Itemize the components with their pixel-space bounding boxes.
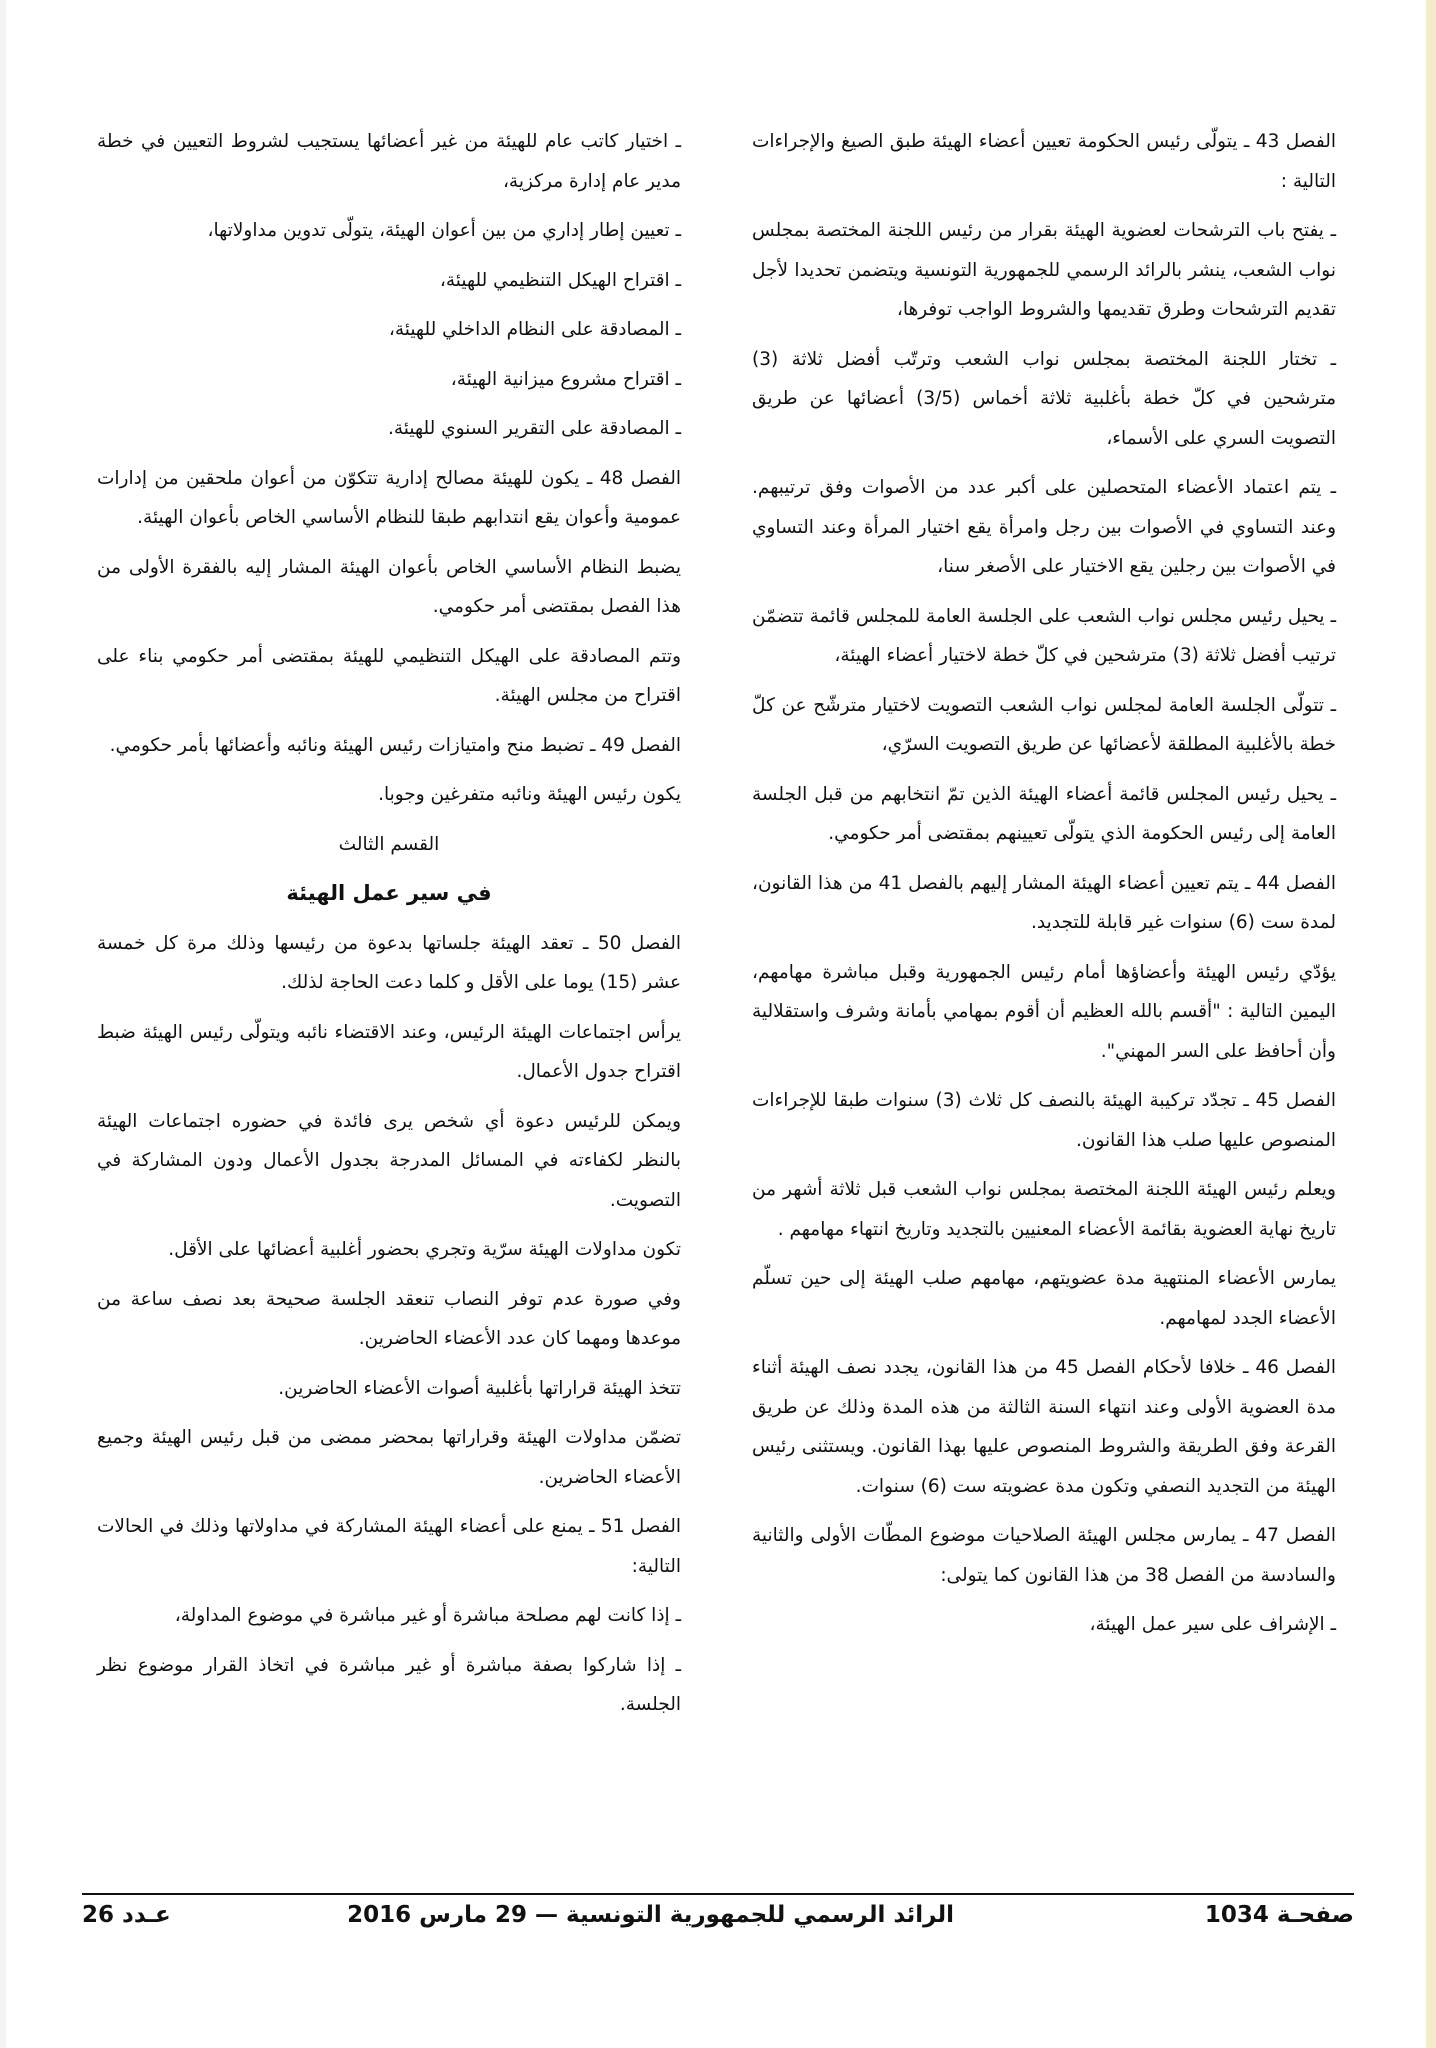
paragraph: ـ اختيار كاتب عام للهيئة من غير أعضائها يستجيب لشروط التعيين في خطة مدير عام إدارة مركزية، (97, 131, 681, 192)
paragraph: ـ المصادقة على التقرير السنوي للهيئة. (388, 418, 681, 439)
paragraph: الفصل 48 ـ يكون للهيئة مصالح إدارية تتكوّن من أعوان ملحقين من إدارات عمومية وأعوان يقع انتدابهم طبقا للنظام الأساسي الخاص بأعوان الهيئة. (97, 467, 681, 528)
paragraph: وتتم المصادقة على الهيكل التنظيمي للهيئة بمقتضى أمر حكومي بناء على اقتراح من مجلس الهيئة. (97, 645, 681, 706)
paragraph: ـ إذا شاركوا بصفة مباشرة أو غير مباشرة في اتخاذ القرار موضوع نظر الجلسة. (97, 1654, 681, 1715)
paragraph: ـ المصادقة على النظام الداخلي للهيئة، (388, 319, 681, 340)
paragraph: وفي صورة عدم توفر النصاب تنعقد الجلسة صحيحة بعد نصف ساعة من موعدها ومهما كان عدد الأعضاء الحاضرين. (97, 1288, 681, 1349)
paragraph: يؤدّي رئيس الهيئة وأعضاؤها أمام رئيس الجمهورية وقبل مباشرة مهامهم، اليمين التالية : "أقسم بالله العظيم أن أقوم بمهامي بأمانة وشرف واستقلالية وأن أحافظ على السر المهني". (752, 961, 1336, 1062)
page-footer (82, 1902, 1354, 1946)
paragraph: الفصل 49 ـ تضبط منح وامتيازات رئيس الهيئة ونائبه وأعضائها بأمر حكومي. (109, 734, 681, 756)
paragraph: ـ تختار اللجنة المختصة بمجلس نواب الشعب وترتّب أفضل ثلاثة (3) مترشحين في كلّ خطة بأغلبية ثلاثة أخماس (3/5) أعضائها عن طريق التصويت السري على الأسماء، (752, 348, 1337, 449)
paragraph: تضمّن مداولات الهيئة وقراراتها بمحضر ممضى من قبل رئيس الهيئة وجميع الأعضاء الحاضرين. (97, 1427, 681, 1488)
footer-rule (82, 1893, 1354, 1895)
issue-number: عـدد 26 (82, 1902, 171, 1928)
paragraph: ـ يحيل رئيس المجلس قائمة أعضاء الهيئة الذين تمّ انتخابهم من قبل الجلسة العامة إلى رئيس الحكومة الذي يتولّى تعيينهم بمقتضى أمر حكومي. (752, 783, 1336, 844)
paragraph: يمارس الأعضاء المنتهية مدة عضويتهم، مهامهم صلب الهيئة إلى حين تسلّم الأعضاء الجدد لمهامهم. (752, 1268, 1336, 1329)
paragraph: يضبط النظام الأساسي الخاص بأعوان الهيئة المشار إليه بالفقرة الأولى من هذا الفصل بمقتضى أمر حكومي. (97, 556, 681, 617)
paragraph: ويعلم رئيس الهيئة اللجنة المختصة بمجلس نواب الشعب قبل ثلاثة أشهر من تاريخ نهاية العضوية بقائمة الأعضاء المعنيين بالتجديد وتاريخ انتهاء مهامهم . (752, 1179, 1336, 1240)
page-number: صفحـة 1034 (1204, 1902, 1354, 1928)
scan-edge-right (1426, 0, 1436, 2048)
paragraph: الفصل 46 ـ خلافا لأحكام الفصل 45 من هذا القانون، يجدد نصف الهيئة أثناء مدة العضوية الأولى وعند انتهاء السنة الثالثة من هذه المدة وذلك عن طريق القرعة وفق الطريقة والشروط المنصوص عليها بهذا القانون. ويستثنى رئيس الهيئة من التجديد النصفي وتكون مدة عضويته ست (6) سنوات. (752, 1357, 1336, 1497)
paragraph: ـ تعيين إطار إداري من بين أعوان الهيئة، يتولّى تدوين مداولاتها، (207, 220, 681, 241)
paragraph: ـ إذا كانت لهم مصلحة مباشرة أو غير مباشرة في موضوع المداولة، (174, 1605, 681, 1626)
paragraph: ويمكن للرئيس دعوة أي شخص يرى فائدة في حضوره اجتماعات الهيئة بالنظر لكفاءته في المسائل المدرجة بجدول الأعمال ودون المشاركة في التصويت. (97, 1110, 681, 1211)
paragraph: ـ اقتراح الهيكل التنظيمي للهيئة، (439, 269, 681, 291)
paragraph: تتخذ الهيئة قراراتها بأغلبية أصوات الأعضاء الحاضرين. (278, 1377, 681, 1399)
section-title: في سير عمل الهيئة (286, 881, 492, 905)
paragraph: ـ تتولّى الجلسة العامة لمجلس نواب الشعب التصويت لاختيار مترشّح عن كلّ خطة بالأغلبية المطلقة لأعضائها عن طريق التصويت السرّي، (752, 694, 1336, 755)
paragraph: الفصل 51 ـ يمنع على أعضاء الهيئة المشاركة في مداولاتها وذلك في الحالات التالية: (97, 1516, 681, 1577)
paragraph: ـ يتم اعتماد الأعضاء المتحصلين على أكبر عدد من الأصوات وفق ترتيبهم. وعند التساوي في الأصوات بين رجل وامرأة يقع اختيار المرأة وعند التساوي في الأصوات بين رجلين يقع الاختيار على الأصغر سنا، (752, 477, 1336, 577)
left-text-column (97, 122, 681, 1735)
paragraph: ـ يفتح باب الترشحات لعضوية الهيئة بقرار من رئيس اللجنة المختصة بمجلس نواب الشعب، ينشر بالرائد الرسمي للجمهورية التونسية ويتضمن تحديدا لأجل تقديم الترشحات وطرق تقديمها والشروط الواجب توفرها، (752, 220, 1336, 320)
paragraph: الفصل 45 ـ تجدّد تركيبة الهيئة بالنصف كل ثلاث (3) سنوات طبقا للإجراءات المنصوص عليها صلب هذا القانون. (752, 1090, 1336, 1151)
paragraph: الفصل 50 ـ تعقد الهيئة جلساتها بدعوة من رئيسها وذلك مرة كل خمسة عشر (15) يوما على الأقل و كلما دعت الحاجة لذلك. (97, 932, 681, 993)
section-number: القسم الثالث (338, 833, 440, 855)
paragraph: الفصل 43 ـ يتولّى رئيس الحكومة تعيين أعضاء الهيئة طبق الصيغ والإجراءات التالية : (752, 131, 1336, 192)
paragraph: يرأس اجتماعات الهيئة الرئيس، وعند الاقتضاء نائبه ويتولّى رئيس الهيئة ضبط اقتراح جدول الأعمال. (97, 1021, 681, 1082)
paragraph: الفصل 44 ـ يتم تعيين أعضاء الهيئة المشار إليهم بالفصل 41 من هذا القانون، لمدة ست (6) سنوات غير قابلة للتجديد. (752, 872, 1336, 933)
paragraph: الفصل 47 ـ يمارس مجلس الهيئة الصلاحيات موضوع المطّات الأولى والثانية والسادسة من الفصل 38 من هذا القانون كما يتولى: (752, 1525, 1336, 1586)
paragraph: تكون مداولات الهيئة سرّية وتجري بحضور أغلبية أعضائها على الأقل. (168, 1239, 681, 1260)
paragraph: ـ اقتراح مشروع ميزانية الهيئة، (450, 368, 681, 390)
scan-edge-left (0, 0, 6, 2048)
publication-title: الرائد الرسمي للجمهورية التونسية — 29 مارس 2016 (347, 1902, 954, 1928)
paragraph: يكون رئيس الهيئة ونائبه متفرغين وجوبا. (378, 784, 681, 805)
paragraph: ـ الإشراف على سير عمل الهيئة، (1089, 1614, 1336, 1635)
paragraph: ـ يحيل رئيس مجلس نواب الشعب على الجلسة العامة للمجلس قائمة تتضمّن ترتيب أفضل ثلاثة (3) مترشحين في كلّ خطة لاختيار أعضاء الهيئة، (752, 605, 1336, 666)
right-text-column (752, 122, 1336, 1655)
